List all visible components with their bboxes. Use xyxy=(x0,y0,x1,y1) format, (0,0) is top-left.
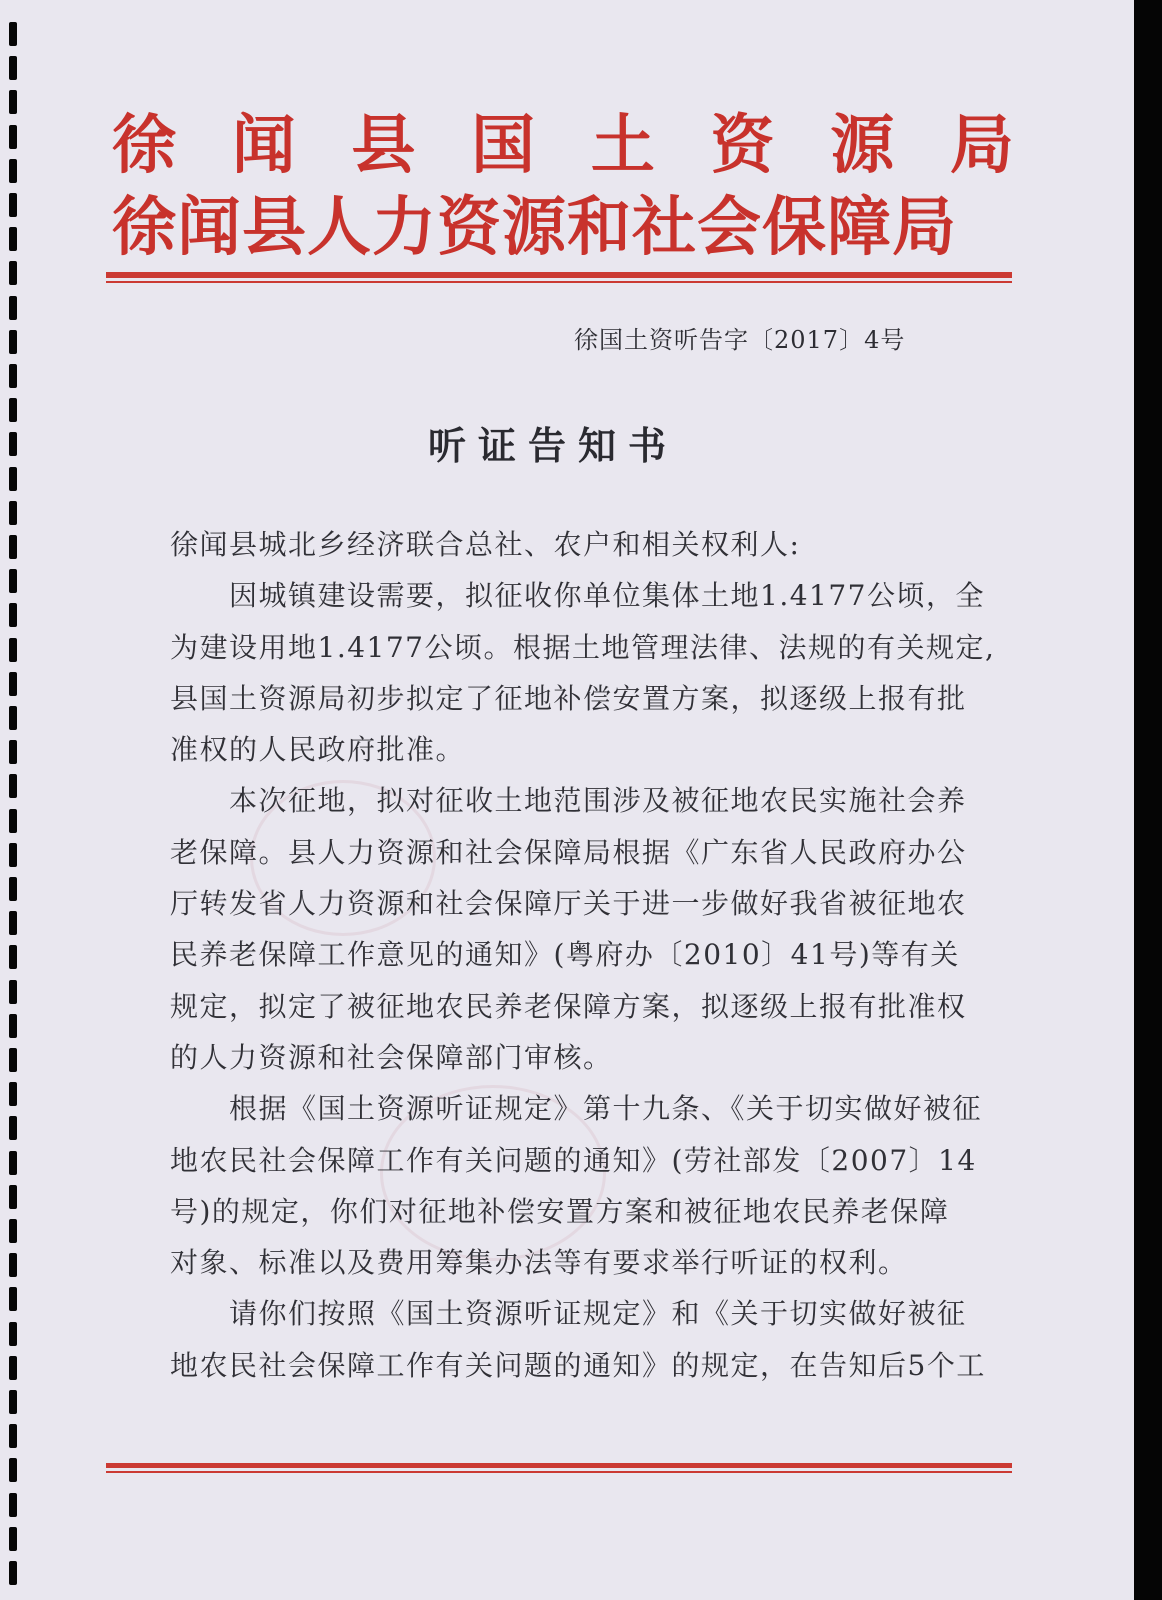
binding-hole xyxy=(9,1390,17,1414)
binding-hole xyxy=(9,125,17,149)
body-line: 本次征地，拟对征收土地范围涉及被征地农民实施社会养 xyxy=(170,784,967,818)
body-line: 准权的人民政府批准。 xyxy=(170,733,466,767)
binding-hole xyxy=(9,740,17,764)
binding-hole xyxy=(9,56,17,80)
binding-hole xyxy=(9,980,17,1004)
binding-hole xyxy=(9,1322,17,1346)
issuing-org-2: 徐闻县人力资源和社会保障局 xyxy=(112,190,957,265)
binding-hole xyxy=(9,1048,17,1072)
footer-red-rule-thin xyxy=(106,1471,1012,1473)
body-line: 民养老保障工作意见的通知》(粤府办〔2010〕41号)等有关 xyxy=(170,938,960,972)
binding-hole xyxy=(9,501,17,525)
binding-hole xyxy=(9,1082,17,1106)
binding-hole xyxy=(9,638,17,662)
header-red-rule-thin xyxy=(106,281,1012,283)
issuing-org-1-char: 徐 xyxy=(112,108,176,183)
body-line: 对象、标准以及费用筹集办法等有要求举行听证的权利。 xyxy=(170,1246,908,1280)
document-title: 听证告知书 xyxy=(428,423,679,468)
binding-hole xyxy=(9,877,17,901)
body-line: 厅转发省人力资源和社会保障厅关于进一步做好我省被征地农 xyxy=(170,887,967,921)
document-number: 徐国土资听告字〔2017〕4号 xyxy=(574,326,906,354)
binding-hole xyxy=(9,1527,17,1551)
issuing-org-1-char: 局 xyxy=(949,108,1014,183)
binding-hole xyxy=(9,1287,17,1311)
binding-hole xyxy=(9,1185,17,1209)
binding-hole xyxy=(9,330,17,354)
binding-hole xyxy=(9,398,17,422)
binding-hole xyxy=(9,1561,17,1585)
binding-hole xyxy=(9,296,17,320)
binding-hole xyxy=(9,1151,17,1175)
binding-hole xyxy=(9,774,17,798)
binding-hole xyxy=(9,1493,17,1517)
binding-hole xyxy=(9,90,17,114)
issuing-org-1-char: 土 xyxy=(590,108,655,183)
body-line: 请你们按照《国土资源听证规定》和《关于切实做好被征 xyxy=(170,1297,967,1331)
binding-hole xyxy=(9,1253,17,1277)
binding-hole xyxy=(9,1458,17,1482)
issuing-org-1-char: 县 xyxy=(351,108,416,183)
binding-hole xyxy=(9,159,17,183)
binding-hole xyxy=(9,1219,17,1243)
issuing-org-1-char: 国 xyxy=(471,108,536,183)
binding-hole xyxy=(9,22,17,46)
binding-hole xyxy=(9,809,17,833)
header-red-rule xyxy=(106,272,1012,278)
binding-hole xyxy=(9,569,17,593)
issuing-org-1-char: 资 xyxy=(710,108,775,183)
document-body xyxy=(170,519,996,1391)
scan-edge xyxy=(1152,0,1162,1600)
binding-hole xyxy=(9,1356,17,1380)
binding-hole xyxy=(9,364,17,388)
binding-hole xyxy=(9,672,17,696)
binding-hole xyxy=(9,467,17,491)
binding-hole xyxy=(9,1014,17,1038)
body-line: 徐闻县城北乡经济联合总社、农户和相关权利人: xyxy=(170,528,801,561)
body-line: 的人力资源和社会保障部门审核。 xyxy=(170,1040,613,1074)
binding-hole xyxy=(9,911,17,935)
binding-hole xyxy=(9,945,17,969)
body-line: 规定，拟定了被征地农民养老保障方案，拟逐级上报有批准权 xyxy=(170,989,967,1023)
binding-hole xyxy=(9,535,17,559)
body-line: 老保障。县人力资源和社会保障局根据《广东省人民政府办公 xyxy=(170,835,967,869)
binding-hole xyxy=(9,706,17,730)
body-line: 地农民社会保障工作有关问题的通知》(劳社部发〔2007〕14 xyxy=(170,1143,977,1177)
binding-hole xyxy=(9,1116,17,1140)
issuing-org-1 xyxy=(112,108,1014,183)
body-line: 县国土资源局初步拟定了征地补偿安置方案，拟逐级上报有批 xyxy=(170,681,967,715)
body-line: 因城镇建设需要，拟征收你单位集体土地1.4177公顷，全 xyxy=(170,579,985,613)
binding-hole xyxy=(9,432,17,456)
body-line: 为建设用地1.4177公顷。根据土地管理法律、法规的有关规定, xyxy=(170,630,996,664)
binding-hole xyxy=(9,227,17,251)
issuing-org-1-char: 闻 xyxy=(231,108,296,183)
body-line: 地农民社会保障工作有关问题的通知》的规定，在告知后5个工 xyxy=(170,1348,986,1382)
footer-red-rule xyxy=(106,1463,1012,1468)
binding-hole xyxy=(9,1424,17,1448)
binding-hole xyxy=(9,843,17,867)
binding-hole xyxy=(9,193,17,217)
body-line: 号)的规定，你们对征地补偿安置方案和被征地农民养老保障 xyxy=(170,1194,950,1228)
body-line: 根据《国土资源听证规定》第十九条、《关于切实做好被征 xyxy=(170,1092,983,1126)
issuing-org-1-char: 源 xyxy=(830,108,895,183)
binding-hole xyxy=(9,261,17,285)
binding-hole xyxy=(9,603,17,627)
